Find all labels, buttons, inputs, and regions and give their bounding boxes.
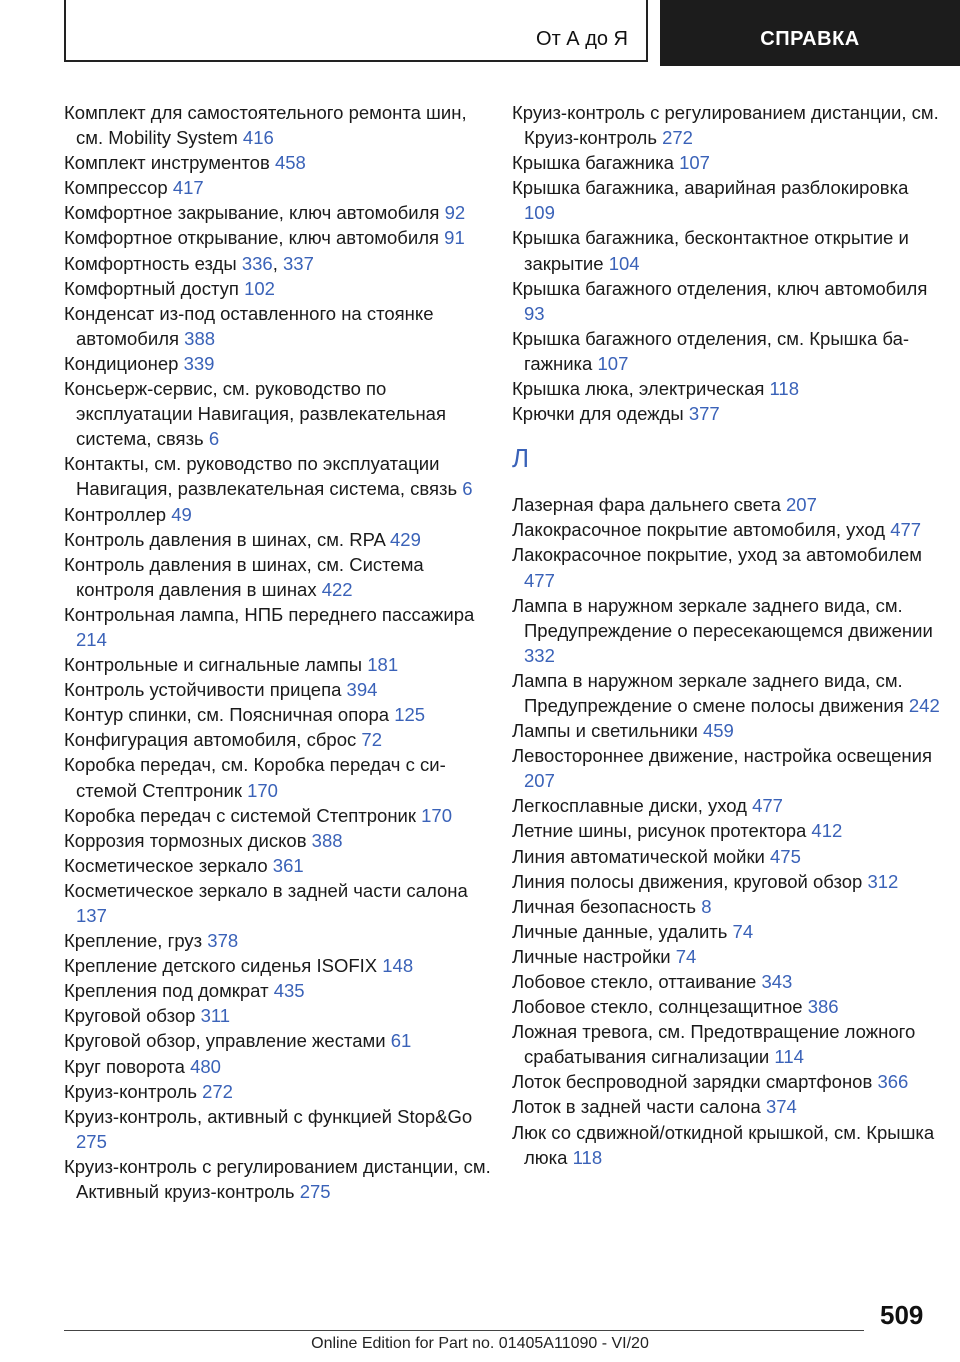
index-entry-text: Коррозия тормозных дисков (64, 829, 312, 851)
index-entry-text: Круговой обзор, управление жестами (64, 1030, 391, 1052)
page-link[interactable]: 181 (367, 654, 399, 676)
index-entry (64, 276, 492, 301)
page-link[interactable]: 337 (283, 252, 314, 274)
index-entry-text: Крышка багажного отделения, ключ автомобиля (512, 277, 928, 299)
index-entry-text: Конденсат из-под оставленного на стоянке автомобиля (64, 302, 434, 349)
index-entry (64, 803, 492, 828)
section-title: От А до Я (536, 28, 628, 50)
index-entry-text: Круиз-контроль (64, 1080, 203, 1102)
index-entry-text: Контакты, см. руководство по эксплуатации Навигация, развлекательная система, связь (64, 453, 463, 500)
index-entry-text: Комфортное открывание, ключ автомобиля (64, 227, 445, 249)
index-entry-text: Лампы и светильники (512, 720, 703, 742)
page-link[interactable]: 361 (272, 854, 304, 876)
index-entry-text: Кондиционер (64, 352, 184, 374)
index-entry (512, 793, 940, 818)
index-entry-text: Крышка багажника, аварийная разблокировка (512, 177, 909, 199)
page-link[interactable]: 91 (444, 227, 465, 249)
page-link[interactable]: 275 (299, 1181, 331, 1203)
index-entry-text: Комплект для самостоятельного ремонта шин, см. Mobility System (64, 102, 467, 149)
page-link[interactable]: 435 (273, 980, 305, 1002)
index-entry-text: Крепление, груз (64, 930, 208, 952)
index-entry (64, 100, 492, 150)
index-entry-text: Контроль давления в шинах, см. RPA (64, 528, 390, 550)
index-entry (512, 542, 940, 592)
index-entry (64, 552, 492, 602)
page-link[interactable]: 477 (752, 795, 783, 817)
page-link[interactable]: 242 (908, 694, 940, 716)
footer-divider (64, 1330, 864, 1331)
index-entry-text: Комфортность езды (64, 252, 242, 274)
page-link[interactable]: 475 (770, 845, 801, 867)
index-entry (512, 593, 940, 668)
page-link[interactable]: 480 (190, 1055, 221, 1077)
index-entry (64, 1079, 492, 1104)
index-entry (64, 150, 492, 175)
index-entry-text: Крышка люка, электрическая (512, 378, 770, 400)
index-entry (64, 602, 492, 652)
index-entry-text: Контур спинки, см. Поясничная опора (64, 704, 395, 726)
index-entry-text: Круиз-контроль с регулированием дистанции, см. Активный круиз-контроль (64, 1155, 491, 1203)
index-entry (64, 451, 492, 501)
index-entry-text: Контрольные и сигнальные лампы (64, 654, 368, 676)
index-entry (512, 376, 940, 401)
page-link[interactable]: 311 (200, 1005, 231, 1027)
index-entry-text: Лакокрасочное покрытие автомобиля, уход (512, 519, 891, 541)
index-entry (64, 1154, 492, 1204)
page-header (0, 0, 960, 66)
page-link[interactable]: 107 (679, 152, 710, 174)
index-entry (512, 668, 940, 718)
index-entry (64, 1104, 492, 1154)
index-entry-text: Личные настройки (512, 945, 676, 967)
index-entry-text: Личные данные, удалить (512, 920, 733, 942)
index-entry (64, 527, 492, 552)
page-link[interactable]: 412 (811, 820, 843, 842)
index-entry (64, 878, 492, 928)
index-entry (512, 276, 940, 326)
page-link[interactable]: 102 (244, 277, 275, 299)
page-link[interactable]: 8 (701, 895, 712, 917)
page-link[interactable]: 6 (462, 478, 473, 500)
index-entry (512, 150, 940, 175)
index-entry-text: Круиз-контроль с регулированием дистанции, см. Круиз-контроль (512, 102, 939, 149)
index-entry-text: Легкосплавные диски, уход (512, 795, 753, 817)
index-entry (64, 652, 492, 677)
index-entry-text: Комфортный доступ (64, 277, 245, 299)
index-entry (64, 225, 492, 250)
page-link[interactable]: 118 (769, 378, 800, 400)
page-link[interactable]: 388 (311, 829, 343, 851)
index-entry-text: Лобовое стекло, солнцезащитное (512, 996, 808, 1018)
index-entry (512, 919, 940, 944)
index-entry-text: Косметическое зеркало (64, 854, 273, 876)
index-entry-text: Круиз-контроль, активный с функцией Stop&Go (64, 1105, 473, 1127)
index-entry-text: Комплект инструментов (64, 152, 275, 174)
page-link[interactable]: 92 (444, 202, 466, 224)
page-link[interactable]: 170 (421, 804, 453, 826)
index-entry (512, 869, 940, 894)
index-entry-text: Летние шины, рисунок протектора (512, 820, 812, 842)
index-entry-text: Крепления под домкрат (64, 980, 274, 1002)
index-entry-text: Лампа в наружном зеркале заднего вида, см. Предупреждение о смене полосы движения (512, 669, 909, 716)
index-entry (64, 502, 492, 527)
page-link[interactable]: 6 (208, 428, 220, 450)
page-link[interactable]: 272 (662, 127, 693, 149)
index-entry-text: Консьерж-сервис, см. руководство по эксплуатации Навигация, развлекательная система, связь (64, 378, 446, 450)
index-entry (64, 978, 492, 1003)
index-entry (64, 301, 492, 351)
index-entry (64, 351, 492, 376)
page-link[interactable]: 125 (394, 704, 426, 726)
index-entry (512, 944, 940, 969)
page-link[interactable]: 339 (183, 352, 215, 374)
index-entry-text: Крючки для одежды (512, 403, 689, 425)
page-link[interactable]: 422 (321, 578, 353, 600)
index-entry (64, 727, 492, 752)
index-entry (64, 200, 492, 225)
index-entry-text: Крышка багажника, бесконтактное открытие и закрытие (512, 227, 909, 274)
index-entry-text: Лоток беспроводной зарядки смартфонов (512, 1071, 878, 1093)
index-entry-text: Крышка багажного отделения, см. Крышка багажника (512, 327, 910, 374)
index-column-right (512, 100, 940, 1170)
index-column-left (64, 100, 492, 1204)
index-entry (64, 853, 492, 878)
index-entry (512, 994, 940, 1019)
page-link[interactable]: 394 (346, 679, 378, 701)
index-entry-text: Личная безопасность (512, 895, 702, 917)
index-entry (512, 718, 940, 743)
index-entry-text: Конфигурация автомобиля, сброс (64, 729, 362, 751)
index-entry-text: Лобовое стекло, оттаивание (512, 971, 762, 992)
page-link[interactable]: 74 (675, 945, 697, 967)
index-entry (512, 175, 940, 225)
index-entry (512, 1019, 940, 1069)
index-entry-text: Комфортное закрывание, ключ автомобиля (64, 202, 445, 224)
index-entry (512, 492, 940, 517)
page-link[interactable]: 148 (382, 955, 414, 977)
page-link[interactable]: 61 (390, 1030, 412, 1052)
index-entry (64, 702, 492, 727)
index-entry-text: Лакокрасочное покрытие, уход за автомобилем (512, 544, 922, 566)
page-link[interactable]: 429 (390, 528, 421, 550)
index-entry-text: Косметическое зеркало в задней части салона (64, 879, 468, 901)
page-number: 509 (880, 1300, 924, 1330)
index-entry (512, 818, 940, 843)
page-link[interactable]: 312 (867, 870, 899, 892)
index-entry-text: Коробка передач, см. Коробка передач с системой Стептроник (64, 754, 446, 801)
page-link[interactable]: 74 (732, 920, 754, 942)
page-link[interactable]: 114 (774, 1046, 804, 1068)
index-entry (64, 1003, 492, 1028)
index-entry-text: Круговой обзор (64, 1005, 201, 1027)
page-link[interactable]: 477 (890, 519, 922, 541)
page-link[interactable]: 417 (172, 177, 204, 199)
page-link[interactable]: 170 (247, 779, 278, 801)
index-entry-text: Лампа в наружном зеркале заднего вида, см. Предупреждение о пересекающемся движении (512, 594, 933, 641)
page-link[interactable]: 343 (761, 971, 793, 992)
index-entry (512, 969, 940, 994)
index-entry-text: Контроль давления в шинах, см. Система контроля давления в шинах (64, 553, 424, 600)
index-entry (64, 677, 492, 702)
page-link[interactable]: 458 (274, 152, 306, 174)
index-entry (64, 928, 492, 953)
index-entry (512, 844, 940, 869)
page-link[interactable]: 104 (608, 252, 640, 274)
page-link[interactable]: 93 (524, 302, 545, 324)
index-entry-text: Лазерная фара дальнего света (512, 494, 786, 516)
page-link[interactable]: 336 (241, 252, 273, 274)
index-entry (64, 953, 492, 978)
section-title-frame (64, 0, 648, 62)
index-entry-text: Линия полосы движения, круговой обзор (512, 870, 868, 892)
page-link[interactable]: 207 (786, 494, 817, 516)
index-entry (512, 100, 940, 150)
index-entry-text: Линия автоматической мойки (512, 845, 771, 867)
page-link[interactable]: 118 (572, 1146, 603, 1168)
index-entry (64, 1028, 492, 1053)
index-entry (64, 752, 492, 802)
index-entry (512, 894, 940, 919)
index-entry (512, 401, 940, 426)
index-entry (64, 828, 492, 853)
index-group-l (512, 492, 940, 1170)
index-entry (64, 376, 492, 451)
index-entry (512, 517, 940, 542)
page-link[interactable]: 416 (242, 127, 274, 149)
page-link[interactable]: 72 (361, 729, 382, 751)
letter-heading: Л (512, 443, 530, 474)
page-link[interactable]: 459 (702, 720, 734, 742)
page-link[interactable]: 207 (524, 770, 555, 792)
index-entry-text: Левостороннее движение, настройка освещения (512, 745, 932, 767)
page-link[interactable]: 49 (171, 503, 192, 525)
page-link[interactable]: 137 (76, 905, 107, 926)
index-entry-text: Круг поворота (64, 1055, 191, 1077)
index-entry-text: Крепление детского сиденья ISOFIX (64, 955, 383, 977)
page-link[interactable]: 109 (524, 202, 555, 224)
page-link[interactable]: 272 (202, 1080, 233, 1102)
page-link[interactable]: 366 (877, 1071, 909, 1093)
index-group-k (512, 100, 940, 426)
index-entry (64, 1054, 492, 1079)
page-link[interactable]: 477 (524, 569, 555, 591)
index-entry-text: Контроллер (64, 503, 172, 525)
index-entry-text: Коробка передач с системой Стептроник (64, 804, 422, 826)
page-link[interactable]: 386 (807, 996, 839, 1018)
index-entry-text: Компрессор (64, 177, 173, 199)
page-link[interactable]: 378 (207, 930, 239, 952)
page-link[interactable]: 377 (688, 403, 720, 425)
index-entry-text: Лоток в задней части салона (512, 1096, 766, 1118)
index-entry-text: Контроль устойчивости прицепа (64, 679, 347, 701)
index-entry-text: Ложная тревога, см. Предотвращение ложного срабатывания сигнализации (512, 1021, 916, 1068)
index-entry: Комфортность езды 336, 337 (64, 252, 314, 274)
reference-tab-label: СПРАВКА (760, 28, 860, 50)
edition-footer: Online Edition for Part no. 01405A11090 - VI/20 (311, 1335, 649, 1352)
index-entry (512, 1069, 940, 1094)
page-link[interactable]: 275 (76, 1130, 107, 1152)
index-entry-text: Крышка багажника (512, 152, 680, 174)
index-entry (512, 743, 940, 793)
reference-tab[interactable] (660, 0, 960, 66)
page-link[interactable]: 374 (765, 1096, 797, 1118)
index-entry (512, 1094, 940, 1119)
index-entry (512, 326, 940, 376)
index-entry (64, 175, 492, 200)
page-link[interactable]: 388 (184, 327, 216, 349)
index-entry (512, 1120, 940, 1170)
page-link[interactable]: 214 (76, 628, 107, 650)
page-link[interactable]: 332 (524, 644, 555, 666)
index-entry-text: Контрольная лампа, НПБ переднего пассажира (64, 603, 475, 625)
index-entry-text: Люк со сдвижной/откидной крышкой, см. Крышка люка (512, 1121, 935, 1168)
page-link[interactable]: 107 (597, 352, 629, 374)
index-entry (512, 225, 940, 275)
